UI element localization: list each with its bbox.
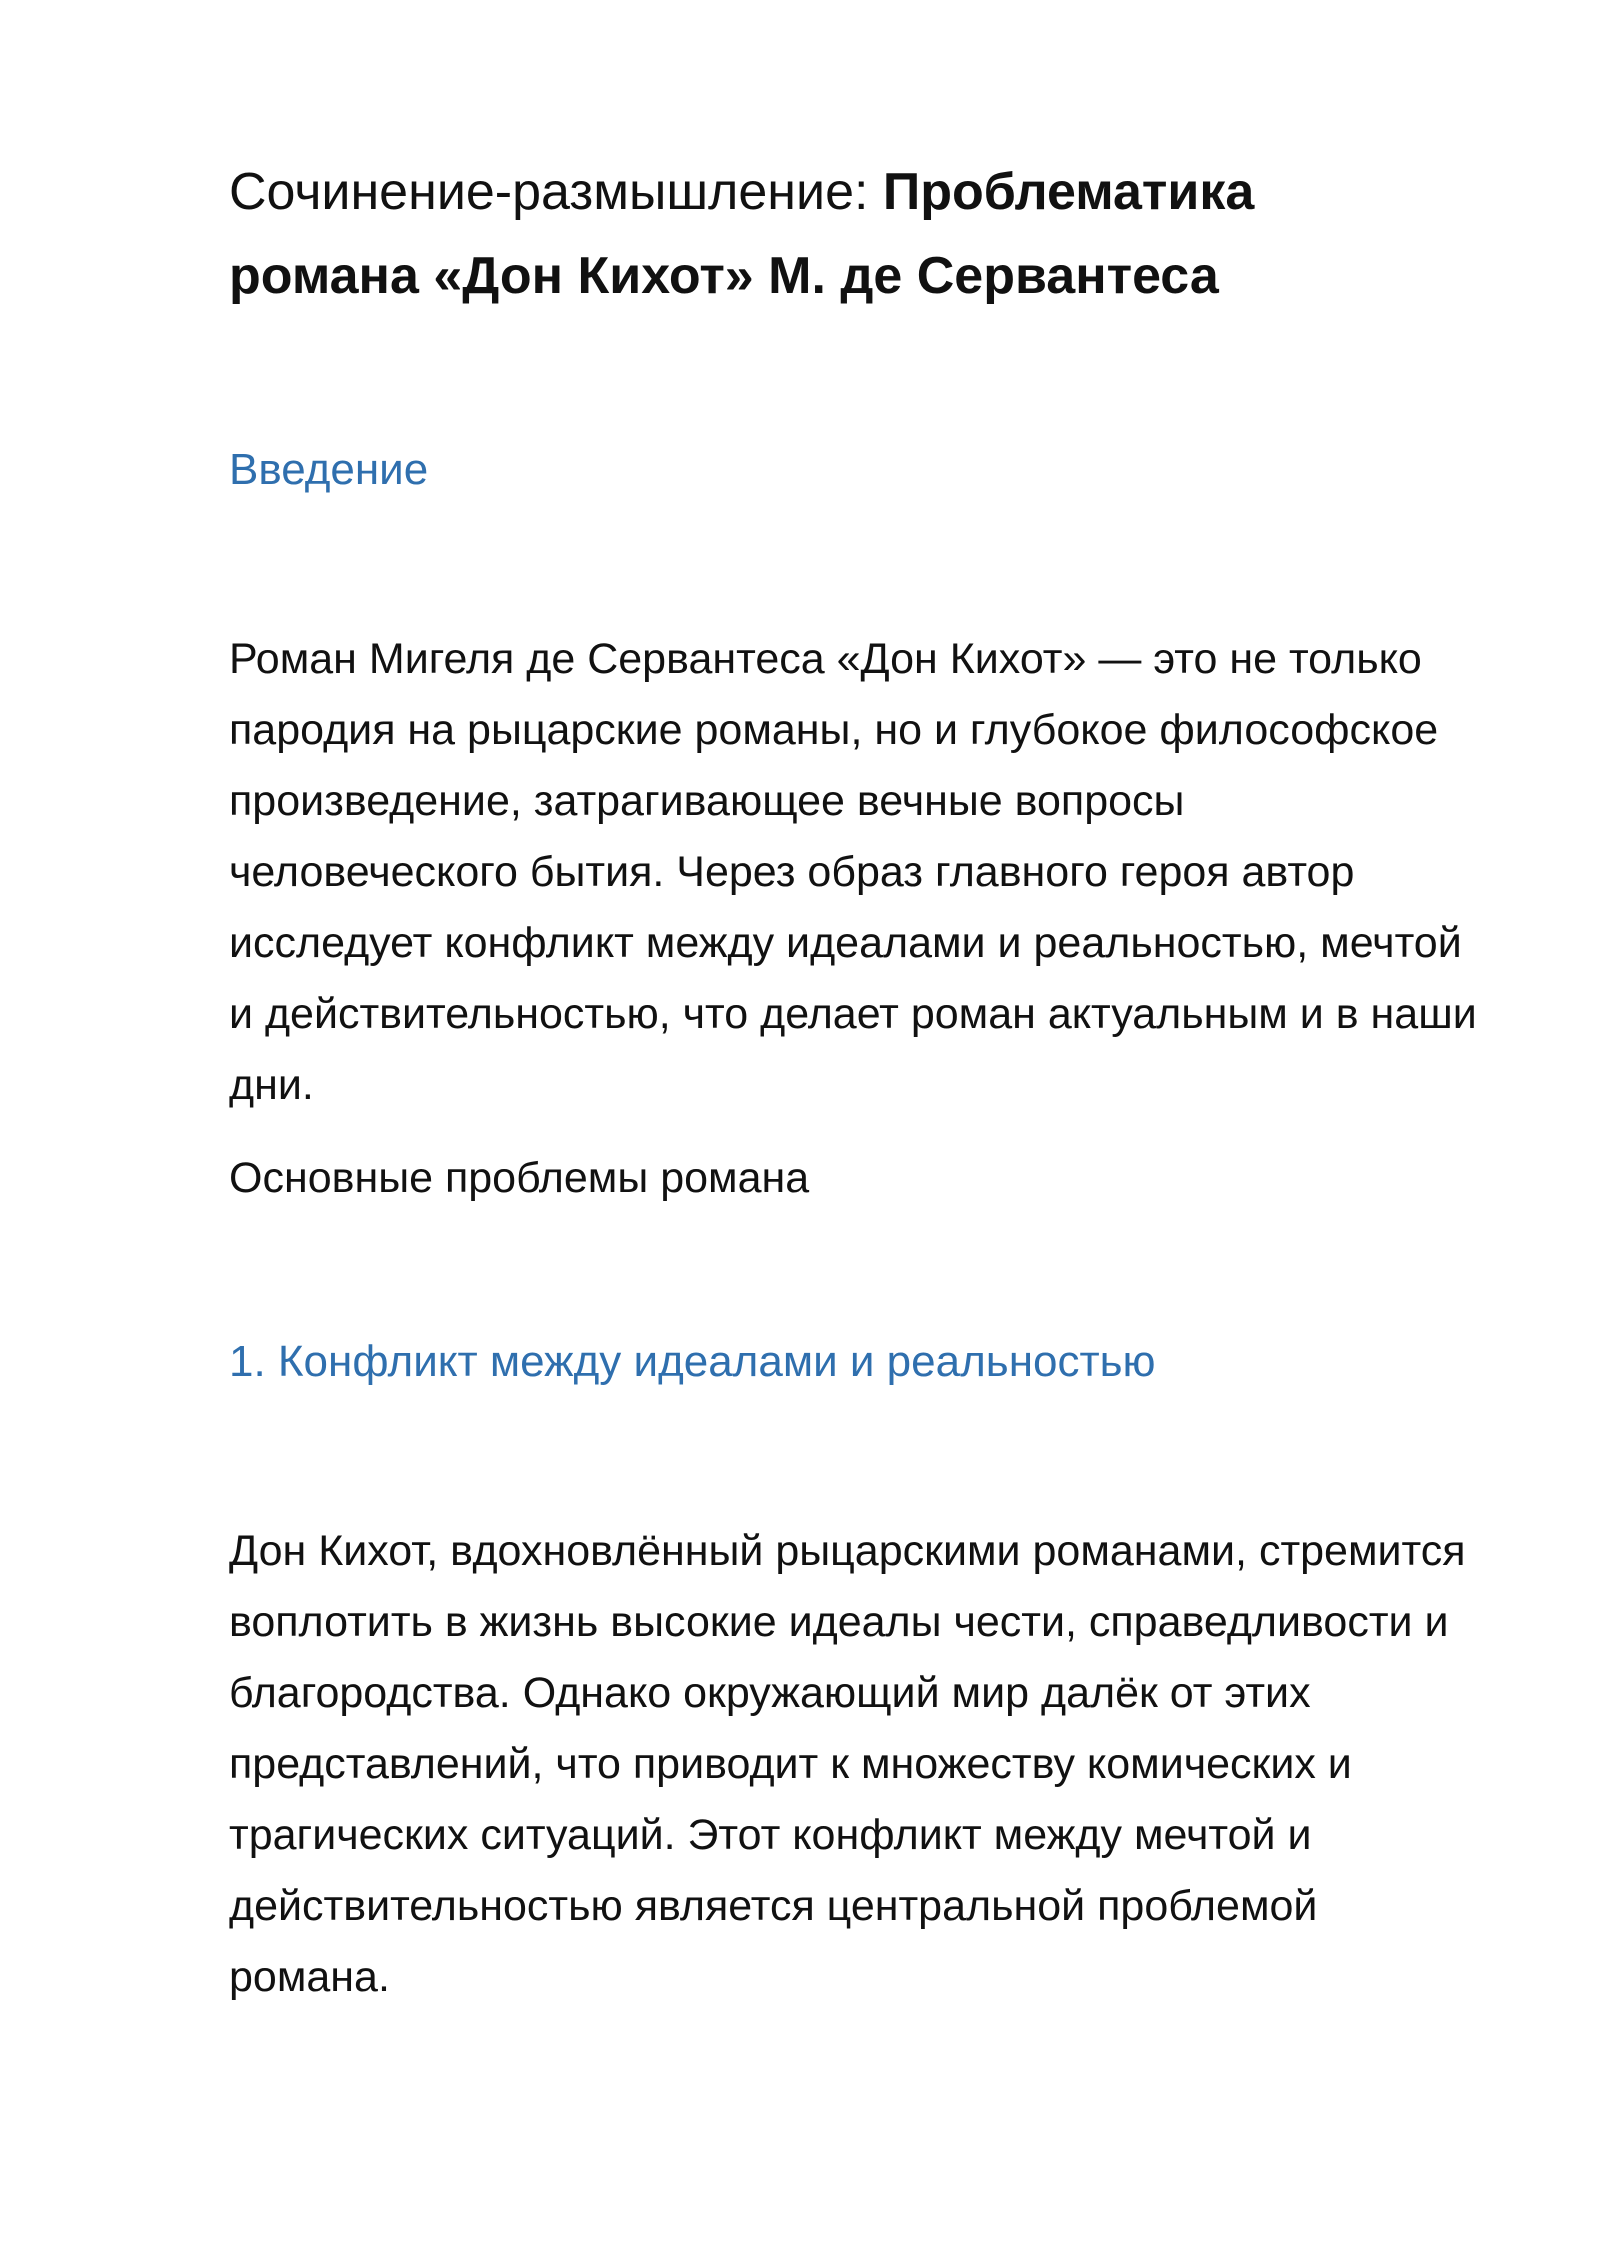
conflict-paragraph: Дон Кихот, вдохновлённый рыцарскими романами, стремится воплотить в жизнь высокие идеалы чести, справедливости и благородства. Однако окружающий мир далёк от этих представлений, что приводит к множеству комических и трагических ситуаций. Этот конфликт между мечтой и действительностью является центральной проблемой романа. <box>229 1527 1466 2001</box>
title-main: Проблематика романа «Дон Кихот» М. де Сервантеса <box>229 163 1255 305</box>
intro-paragraph: Роман Мигеля де Сервантеса «Дон Кихот» — это не только пародия на рыцарские романы, но и глубокое философское произведение, затрагивающее вечные вопросы человеческого бытия. Через образ главного героя автор исследует конфликт между идеалами и реальностью, мечтой и действительностью, что делает роман актуальным и в наши дни. <box>229 635 1477 1109</box>
section-heading-intro: Введение <box>229 445 429 494</box>
title-lead: Сочинение-размышление: <box>229 163 869 221</box>
problems-label: Основные проблемы романа <box>229 1154 810 1202</box>
document-title <box>229 150 1409 318</box>
section-heading-conflict: 1. Конфликт между идеалами и реальностью <box>229 1337 1156 1386</box>
document-content <box>229 150 1479 2013</box>
